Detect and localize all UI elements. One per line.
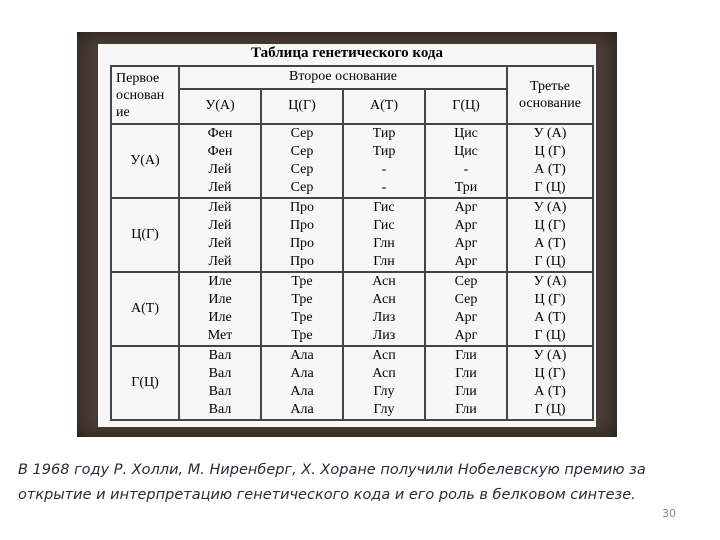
amino-acid: Иле bbox=[208, 292, 232, 307]
amino-acid: Лей bbox=[208, 162, 232, 177]
amino-acid-cell bbox=[343, 124, 425, 198]
amino-acid: Тре bbox=[291, 328, 313, 343]
amino-acid-cell bbox=[179, 198, 261, 272]
amino-acid: Иле bbox=[208, 274, 232, 289]
third-base: У (А) bbox=[533, 126, 567, 141]
table-title: Таблица генетического кода bbox=[251, 45, 443, 61]
amino-acid: Гис bbox=[373, 200, 395, 215]
amino-acid: Гли bbox=[455, 402, 477, 417]
amino-acid: Арг bbox=[454, 236, 478, 251]
table-sheet bbox=[98, 44, 596, 427]
amino-acid: Асн bbox=[372, 292, 396, 307]
third-base: Г (Ц) bbox=[534, 328, 566, 343]
caption-text: В 1968 году Р. Холли, М. Ниренберг, Х. Хоране получили Нобелевскую премию за открытие и интерпретацию генетического кода и его роль в белковом синтезе. bbox=[18, 462, 646, 503]
amino-acid: Тре bbox=[291, 274, 313, 289]
amino-acid: Лей bbox=[208, 218, 232, 233]
amino-acid: Сер bbox=[454, 292, 478, 307]
amino-acid-cell bbox=[179, 124, 261, 198]
amino-acid: Тре bbox=[291, 310, 313, 325]
amino-acid-cell bbox=[425, 198, 507, 272]
third-base: Г (Ц) bbox=[534, 254, 566, 269]
header-second-base-c: Ц(Г) bbox=[261, 89, 343, 124]
amino-acid-cell bbox=[425, 272, 507, 346]
page-number: 30 bbox=[662, 507, 676, 520]
amino-acid: Тре bbox=[291, 292, 313, 307]
amino-acid: Вал bbox=[208, 366, 232, 381]
amino-acid-cell bbox=[343, 272, 425, 346]
amino-acid: Цис bbox=[454, 126, 478, 141]
amino-acid: Глн bbox=[373, 254, 395, 269]
amino-acid: Фен bbox=[207, 144, 233, 159]
first-base-label: Г(Ц) bbox=[111, 346, 179, 420]
amino-acid: Сер bbox=[290, 180, 314, 195]
third-base: Г (Ц) bbox=[534, 402, 566, 417]
header-third-base: Третье основание bbox=[507, 66, 593, 124]
amino-acid: Фен bbox=[207, 126, 233, 141]
amino-acid: Асп bbox=[372, 366, 396, 381]
table-image-frame bbox=[77, 32, 617, 437]
amino-acid: Глн bbox=[373, 236, 395, 251]
amino-acid: Ала bbox=[290, 348, 314, 363]
amino-acid: - bbox=[381, 180, 387, 195]
amino-acid-cell bbox=[261, 198, 343, 272]
amino-acid: Тир bbox=[372, 126, 396, 141]
amino-acid: Лей bbox=[208, 254, 232, 269]
third-base-cell bbox=[507, 124, 593, 198]
first-base-label: У(А) bbox=[111, 124, 179, 198]
third-base-cell bbox=[507, 346, 593, 420]
amino-acid: - bbox=[463, 162, 469, 177]
amino-acid: Арг bbox=[454, 310, 478, 325]
amino-acid: Асн bbox=[372, 274, 396, 289]
header-second-base-g: Г(Ц) bbox=[425, 89, 507, 124]
table-row bbox=[111, 346, 593, 420]
third-base: У (А) bbox=[533, 274, 567, 289]
amino-acid: Гис bbox=[373, 218, 395, 233]
genetic-code-table bbox=[110, 65, 594, 421]
amino-acid-cell bbox=[179, 346, 261, 420]
amino-acid: Вал bbox=[208, 384, 232, 399]
amino-acid: Про bbox=[289, 200, 315, 215]
amino-acid: Арг bbox=[454, 328, 478, 343]
header-second-base-a: А(Т) bbox=[343, 89, 425, 124]
table-row bbox=[111, 124, 593, 198]
third-base: А (Т) bbox=[534, 384, 566, 399]
amino-acid: Арг bbox=[454, 218, 478, 233]
third-base: А (Т) bbox=[534, 236, 566, 251]
amino-acid: Арг bbox=[454, 254, 478, 269]
amino-acid: Про bbox=[289, 218, 315, 233]
amino-acid-cell bbox=[261, 272, 343, 346]
amino-acid: Тир bbox=[372, 144, 396, 159]
amino-acid-cell bbox=[179, 272, 261, 346]
amino-acid: Лиз bbox=[372, 310, 396, 325]
amino-acid: Ала bbox=[290, 384, 314, 399]
third-base: У (А) bbox=[533, 348, 567, 363]
amino-acid: Глу bbox=[373, 384, 395, 399]
amino-acid: Иле bbox=[208, 310, 232, 325]
amino-acid: Глу bbox=[373, 402, 395, 417]
third-base: Ц (Г) bbox=[534, 144, 566, 159]
header-second-base-u: У(А) bbox=[179, 89, 261, 124]
amino-acid-cell bbox=[343, 198, 425, 272]
third-base-cell bbox=[507, 198, 593, 272]
amino-acid: Асп bbox=[372, 348, 396, 363]
amino-acid: Три bbox=[454, 180, 478, 195]
third-base: Ц (Г) bbox=[534, 366, 566, 381]
amino-acid: Арг bbox=[454, 200, 478, 215]
third-base: Ц (Г) bbox=[534, 292, 566, 307]
amino-acid: Сер bbox=[454, 274, 478, 289]
amino-acid-cell bbox=[261, 346, 343, 420]
amino-acid: Гли bbox=[455, 348, 477, 363]
amino-acid-cell bbox=[425, 124, 507, 198]
amino-acid: - bbox=[381, 162, 387, 177]
third-base: Г (Ц) bbox=[534, 180, 566, 195]
third-base: Ц (Г) bbox=[534, 218, 566, 233]
amino-acid: Лей bbox=[208, 180, 232, 195]
third-base: У (А) bbox=[533, 200, 567, 215]
amino-acid: Вал bbox=[208, 402, 232, 417]
amino-acid: Гли bbox=[455, 384, 477, 399]
amino-acid: Ала bbox=[290, 402, 314, 417]
amino-acid-cell bbox=[261, 124, 343, 198]
amino-acid-cell bbox=[425, 346, 507, 420]
third-base: А (Т) bbox=[534, 310, 566, 325]
amino-acid: Про bbox=[289, 236, 315, 251]
table-row bbox=[111, 272, 593, 346]
amino-acid: Лей bbox=[208, 200, 232, 215]
header-first-base: Первое основан ие bbox=[111, 66, 179, 124]
third-base-cell bbox=[507, 272, 593, 346]
amino-acid: Ала bbox=[290, 366, 314, 381]
amino-acid: Цис bbox=[454, 144, 478, 159]
first-base-label: Ц(Г) bbox=[111, 198, 179, 272]
amino-acid: Сер bbox=[290, 126, 314, 141]
amino-acid: Гли bbox=[455, 366, 477, 381]
amino-acid: Лиз bbox=[372, 328, 396, 343]
amino-acid: Вал bbox=[208, 348, 232, 363]
header-second-base: Второе основание bbox=[179, 66, 507, 89]
amino-acid-cell bbox=[343, 346, 425, 420]
amino-acid: Сер bbox=[290, 162, 314, 177]
table-row bbox=[111, 198, 593, 272]
third-base: А (Т) bbox=[534, 162, 566, 177]
amino-acid: Мет bbox=[207, 328, 233, 343]
amino-acid: Лей bbox=[208, 236, 232, 251]
amino-acid: Сер bbox=[290, 144, 314, 159]
first-base-label: А(Т) bbox=[111, 272, 179, 346]
amino-acid: Про bbox=[289, 254, 315, 269]
